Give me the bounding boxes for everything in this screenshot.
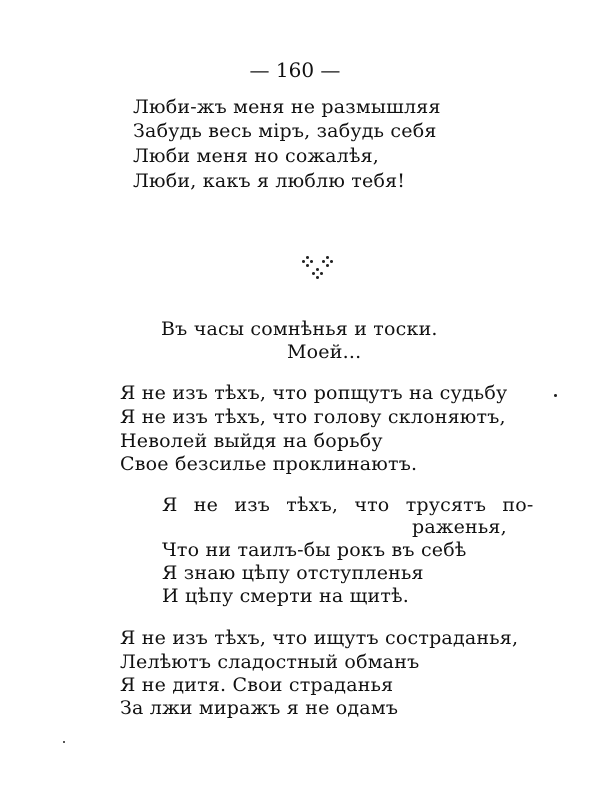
poem-line: Я не изъ тѣхъ, что голову склоняютъ, (120, 406, 506, 428)
print-speck (63, 741, 65, 743)
poem-line: Свое безсилье проклинаютъ. (120, 453, 418, 475)
poem-line: Люби меня но сожалѣя, (133, 145, 380, 167)
poem-line: Я не изъ тѣхъ, что ищутъ состраданья, (120, 627, 519, 649)
poem-line: Люби, какъ я люблю тебя! (133, 170, 406, 192)
poem-line: Я не изъ тѣхъ, что ропщутъ на судьбу (120, 382, 508, 404)
poem-line: И цѣпу смерти на щитѣ. (162, 585, 409, 607)
asterism-separator (300, 254, 340, 284)
poem-line: Лелѣютъ сладостный обманъ (120, 651, 420, 673)
poem-line: Забудь весь міръ, забудь себя (133, 120, 437, 142)
epigraph-line: Моей... (287, 341, 362, 363)
print-speck (554, 394, 557, 397)
poem-line: Люби-жъ меня не размышляя (133, 96, 441, 118)
poem-line: Я знаю цѣпу отступленья (162, 562, 424, 584)
poem-line: Я не изъ тѣхъ, что трусятъ по- (162, 494, 534, 516)
poem-line: Я не дитя. Свои страданья (120, 674, 394, 696)
epigraph-line: Въ часы сомнѣнья и тоски. (161, 318, 438, 340)
page-number: — 160 — (249, 58, 341, 82)
poem-line: Неволей выйдя на борьбу (120, 430, 383, 452)
poem-line: раженья, (412, 516, 507, 538)
poem-line: Что ни таилъ-бы рокъ въ себѣ (162, 539, 467, 561)
poem-line: За лжи миражъ я не одамъ (120, 697, 399, 719)
